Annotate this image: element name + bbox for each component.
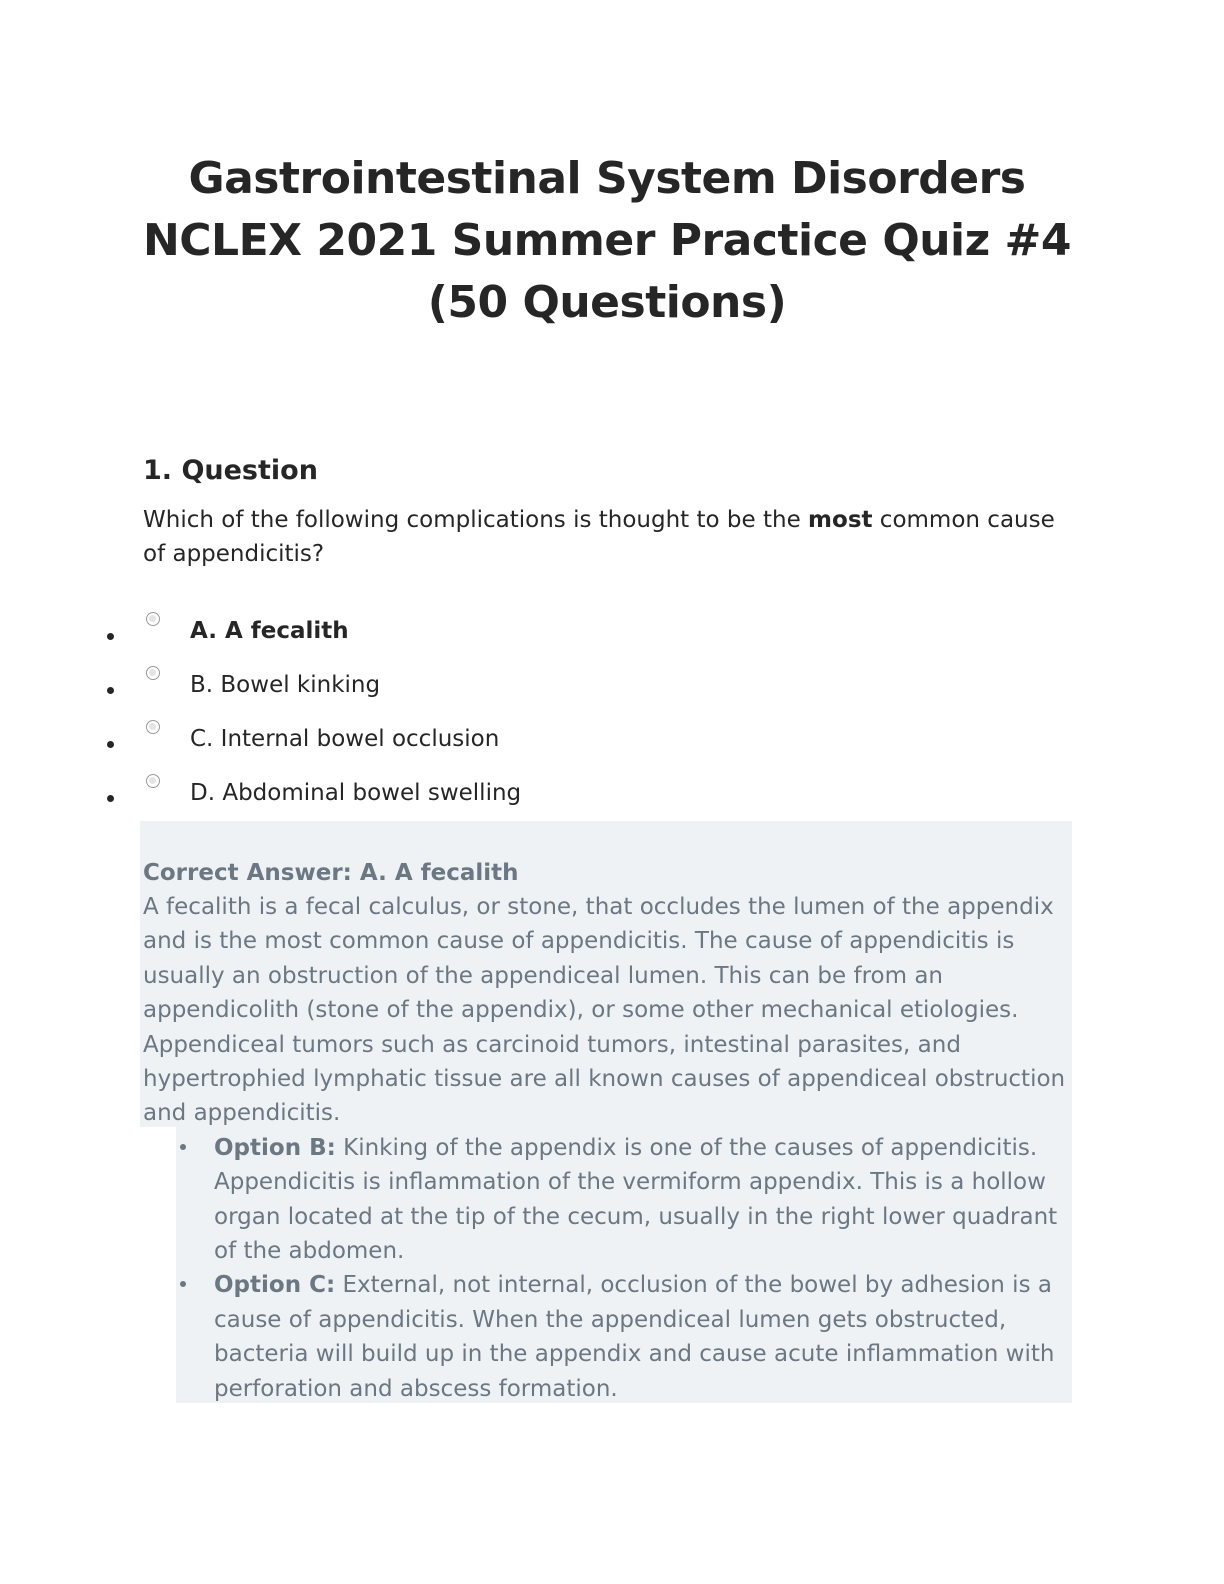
option-a[interactable] bbox=[100, 604, 1000, 658]
question-text-start: Which of the following complications is thought to be the bbox=[143, 507, 809, 533]
answer-explanation: A fecalith is a fecal calculus, or stone, that occludes the lumen of the appendix and is the most common cause of appendicitis. The cause of appendicitis is usually an obstruction of the appendiceal lumen. This can be from an appendicolith (stone of the appendix), or some other mechanical etiologies. Appendiceal tumors such as carcinoid tumors, intestinal parasites, and hypertrophied lymphatic tissue are all known causes of appendiceal obstruction and appendicitis. bbox=[143, 894, 1066, 1127]
option-c-explanation bbox=[143, 1268, 1078, 1406]
option-b[interactable] bbox=[100, 658, 1000, 712]
bullet-icon bbox=[107, 741, 114, 748]
option-explanation-text: External, not internal, occlusion of the bowel by adhesion is a cause of appendicitis. When the appendiceal lumen gets obstructed, bacteria will build up in the appendix and cause acute inflammation with perforation and abscess formation. bbox=[214, 1272, 1055, 1402]
option-explanation-label: Option C: bbox=[214, 1272, 336, 1299]
option-explanation-text: Kinking of the appendix is one of the causes of appendicitis. Appendicitis is inflammation of the vermiform appendix. This is a hollow organ located at the tip of the cecum, usually in the right lower quadrant of the abdomen. bbox=[214, 1134, 1058, 1265]
answer-panel bbox=[143, 856, 1078, 1406]
radio-button-icon[interactable] bbox=[146, 774, 160, 788]
option-b-explanation bbox=[143, 1131, 1078, 1269]
option-label: C. Internal bowel occlusion bbox=[190, 726, 500, 752]
bullet-icon bbox=[107, 795, 114, 802]
option-label: B. Bowel kinking bbox=[190, 672, 381, 698]
bullet-icon bbox=[107, 633, 114, 640]
option-explanation-label: Option B: bbox=[214, 1134, 336, 1161]
option-c[interactable] bbox=[100, 712, 1000, 766]
option-d[interactable] bbox=[100, 766, 1000, 820]
option-label: A. A fecalith bbox=[190, 618, 349, 644]
page-title: Gastrointestinal System Disorders NCLEX 2021 Summer Practice Quiz #4 (50 Questions) bbox=[142, 153, 1072, 328]
question-text-emphasis: most bbox=[808, 507, 873, 533]
bullet-icon bbox=[180, 1144, 186, 1150]
bullet-icon bbox=[180, 1281, 186, 1287]
question-text-end: common cause of appendicitis? bbox=[143, 507, 1055, 567]
radio-button-icon[interactable] bbox=[146, 666, 160, 680]
correct-answer-heading: Correct Answer: A. A fecalith bbox=[143, 860, 519, 886]
option-label: D. Abdominal bowel swelling bbox=[190, 780, 522, 806]
option-explanations bbox=[143, 1131, 1078, 1406]
bullet-icon bbox=[107, 687, 114, 694]
answer-options bbox=[100, 604, 1000, 820]
radio-button-icon[interactable] bbox=[146, 720, 160, 734]
question-heading: 1. Question bbox=[143, 455, 318, 486]
radio-button-icon[interactable] bbox=[146, 612, 160, 626]
question-text bbox=[143, 503, 1073, 571]
